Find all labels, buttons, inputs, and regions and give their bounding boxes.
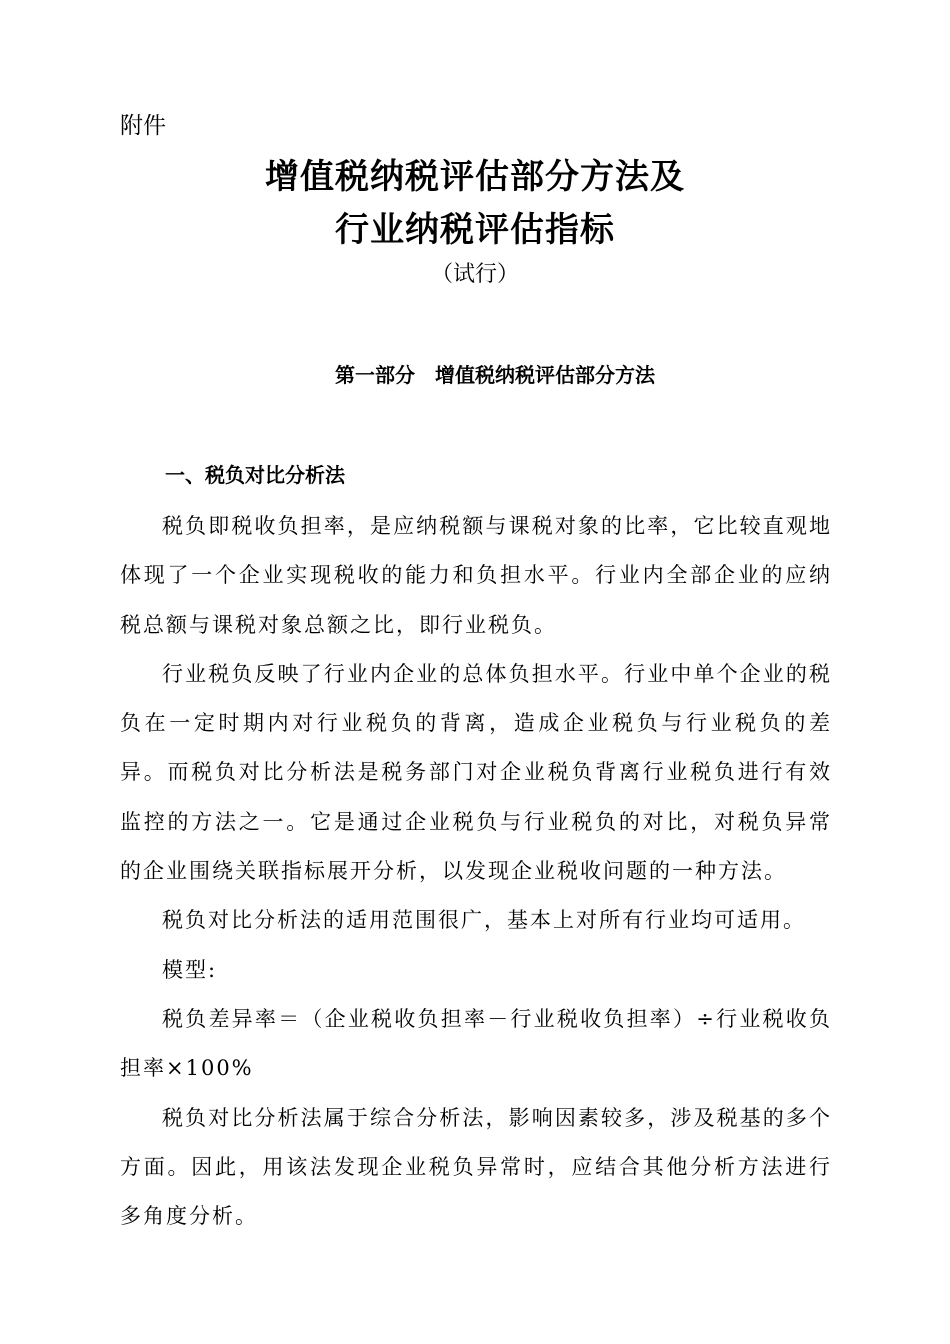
part-heading: 第一部分 增值税纳税评估部分方法: [335, 363, 655, 387]
document-title-line-2: 行业纳税评估指标: [335, 210, 615, 250]
paragraph: 税负即税收负担率，是应纳税额与课税对象的比率，它比较直观地体现了一个企业实现税收的能力和负担水平。行业内全部企业的应纳税总额与课税对象总额之比，即行业税负。: [120, 514, 832, 637]
paragraph: 行业税负反映了行业内企业的总体负担水平。行业中单个企业的税负在一定时期内对行业税负的背离，造成企业税负与行业税负的差异。而税负对比分析法是税务部门对企业税负背离行业税负进行有效监控的方法之一。它是通过企业税负与行业税负的对比，对税负异常的企业围绕关联指标展开分析，以发现企业税收问题的一种方法。: [120, 661, 832, 884]
paragraph: 税负对比分析法的适用范围很广，基本上对所有行业均可适用。: [162, 908, 806, 933]
section-heading: 一、税负对比分析法: [165, 463, 345, 487]
body-text: [120, 502, 832, 1241]
formula-paragraph: 税负差异率＝（企业税收负担率－行业税收负担率）÷行业税收负担率×100%: [120, 1006, 832, 1081]
paragraph: 税负对比分析法属于综合分析法，影响因素较多，涉及税基的多个方面。因此，用该法发现企业税负异常时，应结合其他分析方法进行多角度分析。: [120, 1105, 832, 1229]
paragraph: 模型:: [162, 957, 218, 982]
document-title-line-1: 增值税纳税评估部分方法及: [265, 157, 685, 197]
attachment-label: 附件: [120, 113, 166, 139]
trial-note: （试行）: [430, 262, 519, 287]
